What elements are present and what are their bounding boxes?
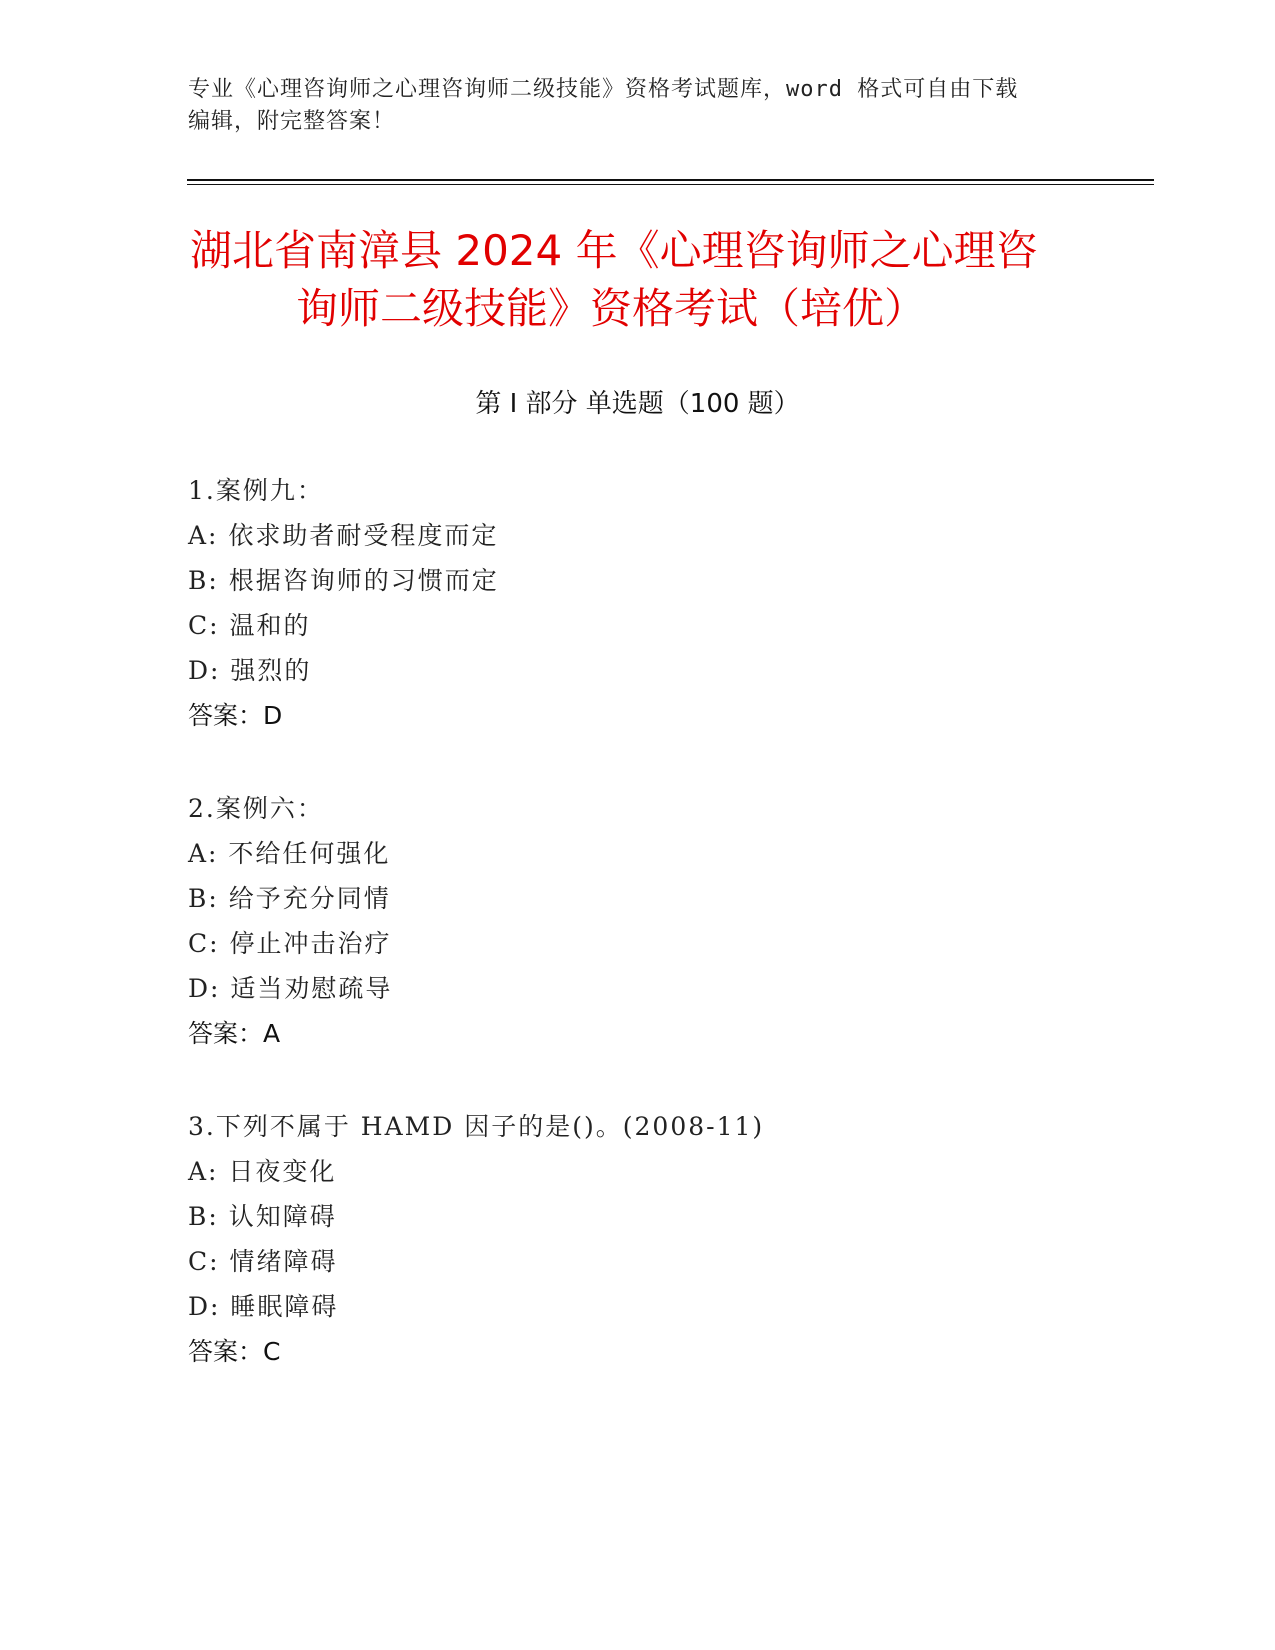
answer: 答案：A	[188, 1019, 281, 1048]
option-c: C: 停止冲击治疗	[188, 929, 392, 958]
header-divider-thick	[187, 179, 1154, 181]
answer: 答案：C	[188, 1337, 281, 1366]
answer: 答案：D	[188, 701, 283, 730]
option-c: C: 温和的	[188, 611, 311, 640]
option-d: D: 睡眠障碍	[188, 1292, 339, 1321]
option-a: A: 不给任何强化	[188, 839, 391, 868]
option-a: A: 依求助者耐受程度而定	[188, 521, 499, 550]
document-title	[190, 222, 1090, 338]
header-divider-thin	[187, 184, 1154, 185]
question-1	[188, 468, 1088, 738]
question-stem: 1.案例九：	[188, 476, 324, 505]
question-stem: 2.案例六：	[188, 794, 324, 823]
option-b: B: 根据咨询师的习惯而定	[188, 566, 499, 595]
option-a: A: 日夜变化	[188, 1157, 337, 1186]
header-note	[188, 74, 1088, 138]
header-note-line-2: 编辑，附完整答案！	[188, 109, 396, 134]
question-stem: 3.下列不属于 HAMD 因子的是()。(2008-11)	[188, 1112, 765, 1141]
section-title: 第 I 部分 单选题（100 题）	[475, 389, 800, 419]
question-3	[188, 1104, 1088, 1374]
document-title-line-2: 询师二级技能》资格考试（培优）	[296, 284, 927, 333]
option-d: D: 适当劝慰疏导	[188, 974, 393, 1003]
document-title-line-1: 湖北省南漳县 2024 年《心理咨询师之心理咨	[190, 226, 1038, 275]
option-b: B: 认知障碍	[188, 1202, 337, 1231]
option-d: D: 强烈的	[188, 656, 312, 685]
question-2	[188, 786, 1088, 1056]
option-b: B: 给予充分同情	[188, 884, 391, 913]
option-c: C: 情绪障碍	[188, 1247, 338, 1276]
header-note-line-1: 专业《心理咨询师之心理咨询师二级技能》资格考试题库，word 格式可自由下载	[188, 77, 1019, 102]
